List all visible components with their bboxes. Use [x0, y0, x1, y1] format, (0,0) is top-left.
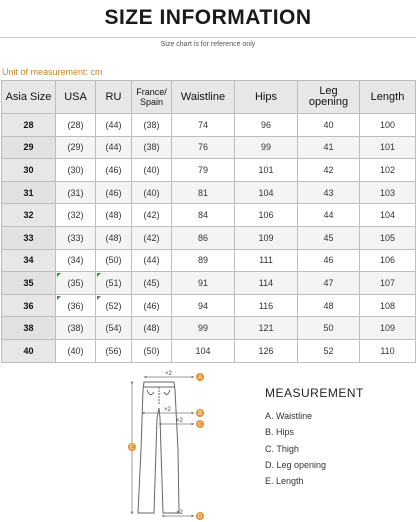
svg-text:C: C [197, 422, 203, 429]
svg-text:E: E [129, 445, 135, 452]
corner-tick-icon [97, 273, 101, 277]
col-header-usa: USA [56, 81, 96, 114]
waistline-cell: 84 [172, 204, 235, 227]
usa-cell: (30) [56, 159, 96, 182]
usa-cell: (31) [56, 181, 96, 204]
usa-cell: (28) [56, 114, 96, 137]
length-cell: 105 [360, 226, 416, 249]
col-header-france-spain: France/ Spain [132, 81, 172, 114]
usa-cell: (32) [56, 204, 96, 227]
marker-a [196, 373, 204, 381]
leg-opening-cell: 41 [298, 136, 360, 159]
usa-cell: (40) [56, 339, 96, 362]
dim-hips-text: ×2 [164, 407, 171, 413]
dim-waist-text: ×2 [165, 371, 172, 377]
ru-cell: (52) [96, 294, 132, 317]
pants-outline [138, 382, 179, 513]
asia-size-cell: 40 [2, 339, 56, 362]
ru-cell: (51) [96, 272, 132, 295]
france-spain-cell: (44) [132, 249, 172, 272]
waistline-cell: 91 [172, 272, 235, 295]
length-cell: 106 [360, 249, 416, 272]
hips-cell: 106 [235, 204, 298, 227]
france-spain-cell: (48) [132, 317, 172, 340]
length-cell: 110 [360, 339, 416, 362]
col-header-ru: RU [96, 81, 132, 114]
leg-opening-cell: 42 [298, 159, 360, 182]
france-spain-cell: (45) [132, 272, 172, 295]
measurement-item-hips: B. Hips [265, 427, 295, 438]
france-spain-cell: (46) [132, 294, 172, 317]
ru-cell: (54) [96, 317, 132, 340]
usa-cell: (38) [56, 317, 96, 340]
table-row [2, 249, 416, 272]
length-cell: 100 [360, 114, 416, 137]
table-row [2, 114, 416, 137]
measurement-list [265, 410, 326, 491]
table-row [2, 294, 416, 317]
usa-cell: (33) [56, 226, 96, 249]
usa-cell: (29) [56, 136, 96, 159]
col-header-waistline: Waistline [172, 81, 235, 114]
france-spain-cell: (40) [132, 159, 172, 182]
france-spain-cell: (50) [132, 339, 172, 362]
asia-size-cell: 33 [2, 226, 56, 249]
usa-cell: (36) [56, 294, 96, 317]
marker-d [196, 512, 204, 520]
page-subtitle: Size chart is for reference only [160, 41, 256, 48]
ru-cell: (50) [96, 249, 132, 272]
dim-leg-text: ×2 [176, 510, 183, 516]
hips-cell: 126 [235, 339, 298, 362]
table-row [2, 204, 416, 227]
length-cell: 101 [360, 136, 416, 159]
usa-cell: (35) [56, 272, 96, 295]
dimension-texts [164, 371, 184, 516]
col-header-length: Length [360, 81, 416, 114]
ru-cell: (48) [96, 204, 132, 227]
measurement-item-length: E. Length [265, 476, 304, 487]
waistline-cell: 94 [172, 294, 235, 317]
svg-text:B: B [197, 411, 203, 418]
hips-cell: 121 [235, 317, 298, 340]
asia-size-cell: 32 [2, 204, 56, 227]
size-table [1, 80, 416, 363]
waistline-cell: 104 [172, 339, 235, 362]
hips-cell: 101 [235, 159, 298, 182]
marker-e [128, 443, 136, 451]
table-body [2, 114, 416, 363]
leg-opening-cell: 44 [298, 204, 360, 227]
length-cell: 104 [360, 204, 416, 227]
corner-tick-icon [57, 296, 61, 300]
hips-cell: 111 [235, 249, 298, 272]
france-spain-cell: (42) [132, 226, 172, 249]
waistline-cell: 89 [172, 249, 235, 272]
ru-cell: (48) [96, 226, 132, 249]
waistline-cell: 79 [172, 159, 235, 182]
asia-size-cell: 31 [2, 181, 56, 204]
leg-opening-cell: 43 [298, 181, 360, 204]
leg-opening-cell: 48 [298, 294, 360, 317]
col-header-asia-size: Asia Size [2, 81, 56, 114]
asia-size-cell: 28 [2, 114, 56, 137]
hips-cell: 109 [235, 226, 298, 249]
svg-text:D: D [197, 514, 203, 521]
col-header-leg-opening: Leg opening [298, 81, 360, 114]
table-row [2, 272, 416, 295]
hips-cell: 99 [235, 136, 298, 159]
leg-opening-cell: 46 [298, 249, 360, 272]
asia-size-cell: 34 [2, 249, 56, 272]
ru-cell: (44) [96, 136, 132, 159]
asia-size-cell: 36 [2, 294, 56, 317]
france-spain-cell: (42) [132, 204, 172, 227]
ru-cell: (46) [96, 181, 132, 204]
marker-b [196, 409, 204, 417]
hips-cell: 114 [235, 272, 298, 295]
col-header-hips: Hips [235, 81, 298, 114]
france-spain-cell: (40) [132, 181, 172, 204]
leg-opening-cell: 50 [298, 317, 360, 340]
dim-thigh-text: ×2 [176, 418, 183, 424]
leg-opening-cell: 40 [298, 114, 360, 137]
marker-c [196, 420, 204, 428]
page-title: SIZE INFORMATION [104, 6, 312, 29]
ru-cell: (46) [96, 159, 132, 182]
waistline-cell: 76 [172, 136, 235, 159]
waistline-cell: 99 [172, 317, 235, 340]
waistline-cell: 74 [172, 114, 235, 137]
hips-cell: 116 [235, 294, 298, 317]
hips-cell: 104 [235, 181, 298, 204]
table-row [2, 317, 416, 340]
measurement-item-waistline: A. Waistline [265, 411, 313, 421]
ru-cell: (44) [96, 114, 132, 137]
corner-tick-icon [57, 273, 61, 277]
leg-opening-cell: 47 [298, 272, 360, 295]
asia-size-cell: 29 [2, 136, 56, 159]
table-row [2, 339, 416, 362]
title-divider [0, 37, 416, 38]
france-spain-cell: (38) [132, 136, 172, 159]
length-cell: 109 [360, 317, 416, 340]
hips-cell: 96 [235, 114, 298, 137]
corner-tick-icon [97, 296, 101, 300]
usa-cell: (34) [56, 249, 96, 272]
asia-size-cell: 35 [2, 272, 56, 295]
table-row [2, 159, 416, 182]
unit-label: Unit of measurement: cm [2, 67, 103, 77]
measurement-title: MEASUREMENT [265, 386, 364, 400]
asia-size-cell: 30 [2, 159, 56, 182]
leg-opening-cell: 52 [298, 339, 360, 362]
table-header-row [2, 81, 416, 114]
length-cell: 108 [360, 294, 416, 317]
leg-opening-cell: 45 [298, 226, 360, 249]
measurement-item-leg-opening: D. Leg opening [265, 459, 327, 470]
ru-cell: (56) [96, 339, 132, 362]
measurement-item-thigh: C. Thigh [265, 443, 299, 454]
waistline-cell: 86 [172, 226, 235, 249]
pants-diagram [120, 368, 230, 522]
waistline-cell: 81 [172, 181, 235, 204]
length-cell: 102 [360, 159, 416, 182]
length-cell: 103 [360, 181, 416, 204]
svg-text:A: A [197, 375, 203, 382]
table-row [2, 181, 416, 204]
table-row [2, 136, 416, 159]
asia-size-cell: 38 [2, 317, 56, 340]
france-spain-cell: (38) [132, 114, 172, 137]
table-row [2, 226, 416, 249]
length-cell: 107 [360, 272, 416, 295]
